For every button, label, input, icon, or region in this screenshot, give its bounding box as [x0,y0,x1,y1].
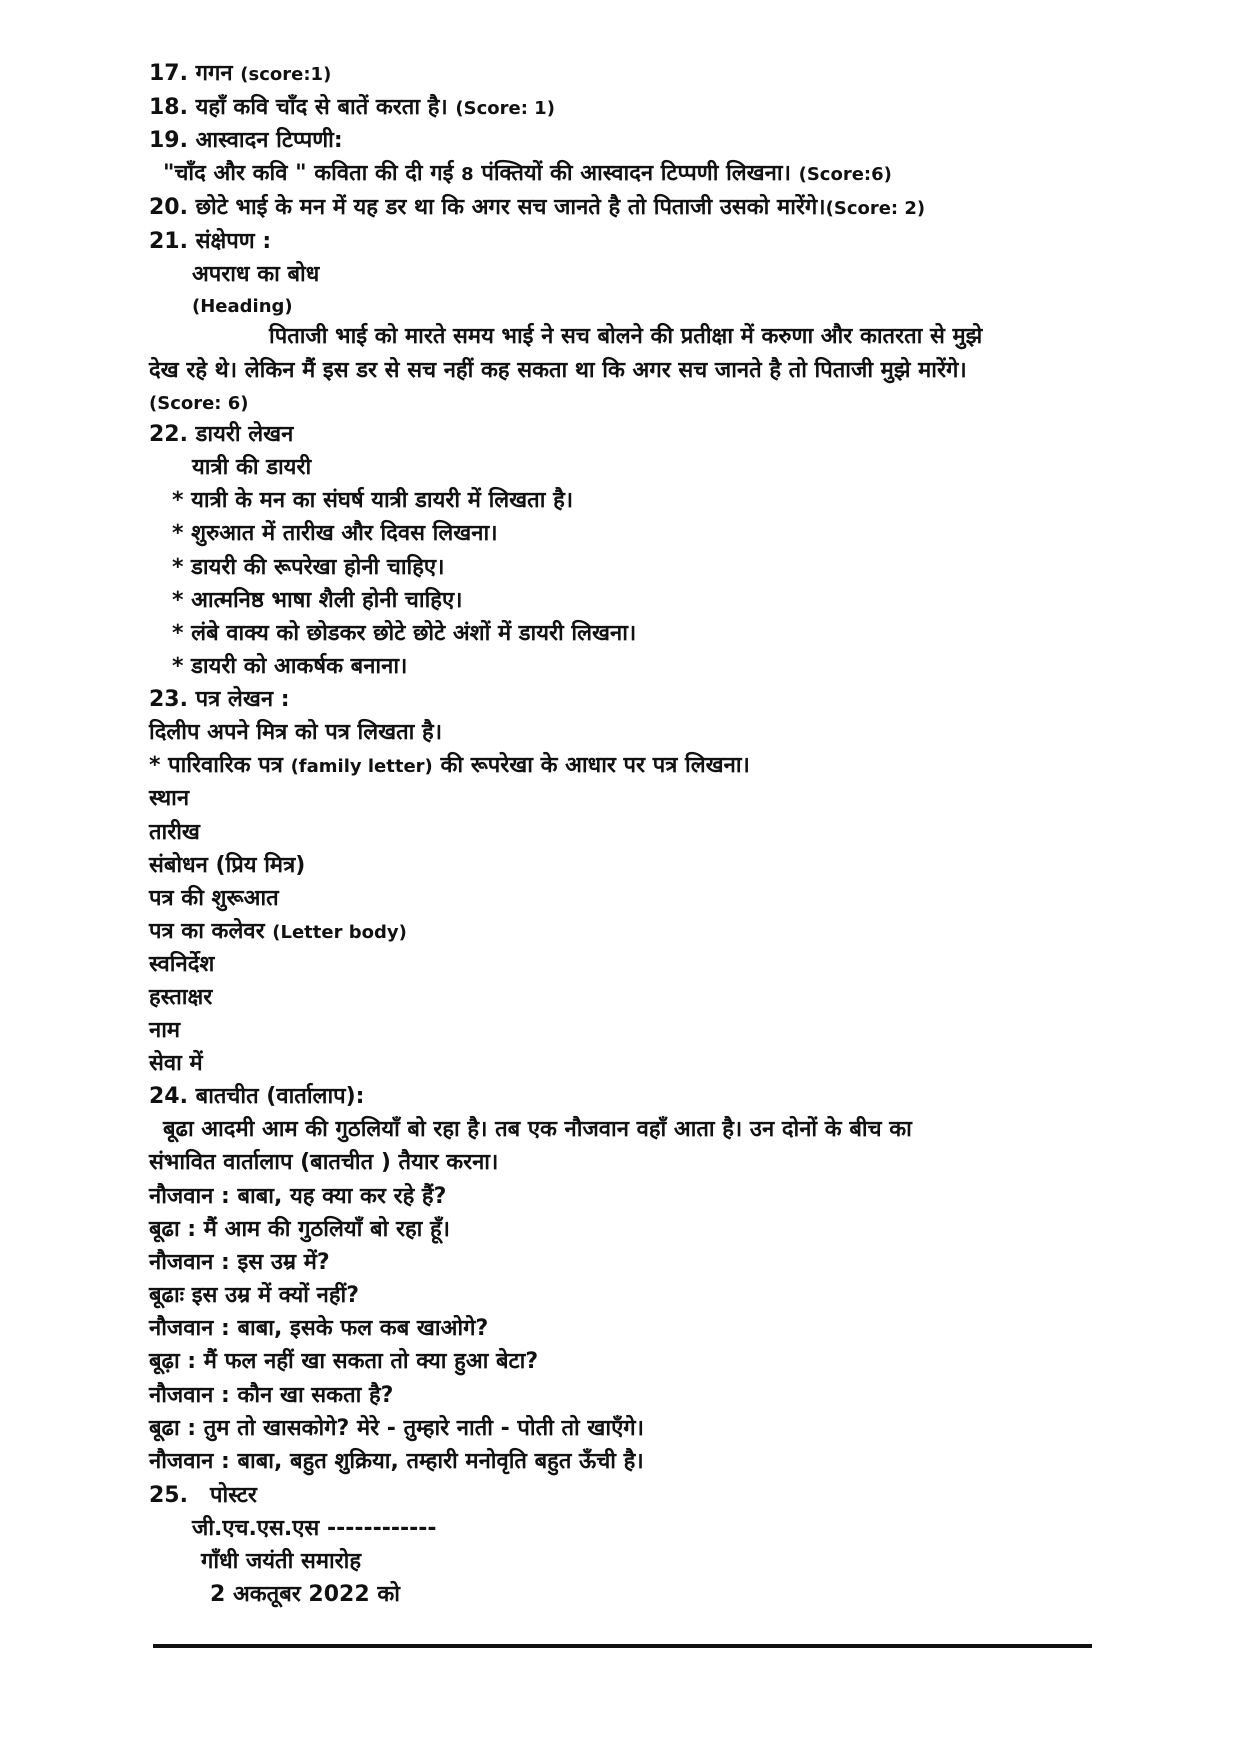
dialogue-line: नौजवान : इस उम्र में? [149,1250,330,1275]
dialogue-line: नौजवान : बाबा, यह क्या कर रहे हैं? [149,1184,447,1209]
q23-f5a: पत्र का कलेवर [149,919,265,944]
q25-title: पोस्टर [210,1483,257,1508]
q19-score: (Score:6) [798,164,892,185]
poster-date: 2 अकतूबर 2022 को [210,1582,400,1607]
q17-line [149,59,331,90]
q23-field: नाम [149,1018,181,1043]
dialogue-line: बूढा : मैं आम की गुठलियाँ बो रहा हूँ। [149,1217,451,1242]
q20-text: 20. छोटे भाई के मन में यह डर था कि अगर सच जानते है तो पिताजी उसको मारेंगे। [149,195,826,220]
q19-text2: पंक्तियों की आस्वादन टिप्पणी लिखना। [481,161,791,186]
q19-line [163,159,892,190]
dialogue-line: बूढा : तुम तो खासकोगे? मेरे - तुम्हारे नाती - पोती तो खाएँगे। [149,1416,644,1441]
dialogue-line: बूढाः इस उम्र में क्यों नहीं? [149,1283,360,1308]
q22-point: * यात्री के मन का संघर्ष यात्री डायरी में लिखता है। [172,488,574,513]
q23-field: संबोधन (प्रिय मित्र) [149,853,306,878]
q18-score: (Score: 1) [455,98,555,119]
q23-line1: दिलीप अपने मित्र को पत्र लिखता है। [149,720,443,745]
q19-title: 19. आस्वादन टिप्पणी: [149,128,343,153]
q20-line [149,193,925,224]
dialogue-line: नौजवान : बाबा, बहुत शुक्रिया, तम्हारी मनोवृति बहुत ऊँची है। [149,1449,644,1474]
q23-title: 23. पत्र लेखन : [149,687,290,712]
q21-heading-label: (Heading) [192,296,293,317]
poster-school: जी.एच.एस.एस ------------ [192,1516,437,1541]
q23-field: हस्ताक्षर [149,985,213,1010]
dialogue-line: नौजवान : कौन खा सकता है? [149,1383,394,1408]
q21-heading: अपराध का बोध [192,262,320,287]
q25-num: 25. [149,1483,188,1508]
q23-f5b: (Letter body) [272,922,407,943]
q22-point: * लंबे वाक्य को छोडकर छोटे छोटे अंशों में डायरी लिखना। [172,621,637,646]
q22-sub: यात्री की डायरी [192,455,312,480]
q22-point: * शुरुआत में तारीख और दिवस लिखना। [172,521,498,546]
q23-field: स्थान [149,786,190,811]
q22-point: * आत्मनिष्ठ भाषा शैली होनी चाहिए। [172,588,463,613]
q24-title: 24. बातचीत (वार्तालाप): [149,1084,365,1109]
q21-score: (Score: 6) [149,393,249,414]
q23-line2b: (family letter) [290,756,433,777]
q20-score: (Score: 2) [825,198,926,219]
q21-para1: पिताजी भाई को मारते समय भाई ने सच बोलने की प्रतीक्षा में करुणा और कातरता से मुझे [269,324,983,349]
q24-intro1: बूढा आदमी आम की गुठलियाँ बो रहा है। तब एक नौजवान वहाँ आता है। उन दोनों के बीच का [163,1117,912,1142]
q17-text: 17. गगन [149,61,233,86]
q19-text: "चाँद और कवि " कविता की दी गई [163,161,454,186]
dialogue-line: नौजवान : बाबा, इसके फल कब खाओगे? [149,1316,489,1341]
q22-point: * डायरी की रूपरेखा होनी चाहिए। [172,555,445,580]
footer-rule [153,1644,1092,1648]
q23-field: सेवा में [149,1051,203,1076]
q23-line2c: की रूपरेखा के आधार पर पत्र लिखना। [440,753,750,778]
q19-num: 8 [461,164,474,185]
q21-para2: देख रहे थे। लेकिन मैं इस डर से सच नहीं कह सकता था कि अगर सच जानते है तो पिताजी मुझे मारेंगे। [149,358,967,383]
q17-score: (score:1) [240,64,332,85]
q22-point: * डायरी को आकर्षक बनाना। [172,654,408,679]
q24-intro2: संभावित वार्तालाप (बातचीत ) तैयार करना। [149,1150,499,1175]
q23-line2 [149,751,750,782]
q18-text: 18. यहाँ कवि चाँद से बातें करता है। [149,95,448,120]
q23-line2a: * पारिवारिक पत्र [149,753,283,778]
poster-event: गाँधी जयंती समारोह [201,1549,362,1574]
q23-field: तारीख [149,820,200,845]
dialogue-line: बूढ़ा : मैं फल नहीं खा सकता तो क्या हुआ बेटा? [149,1349,539,1374]
q21-title: 21. संक्षेपण : [149,229,272,254]
q18-line [149,93,555,124]
q23-field: स्वनिर्देश [149,952,215,977]
q23-field-body [149,917,407,948]
q23-field: पत्र की शुरूआत [149,886,279,911]
q22-title: 22. डायरी लेखन [149,422,294,447]
